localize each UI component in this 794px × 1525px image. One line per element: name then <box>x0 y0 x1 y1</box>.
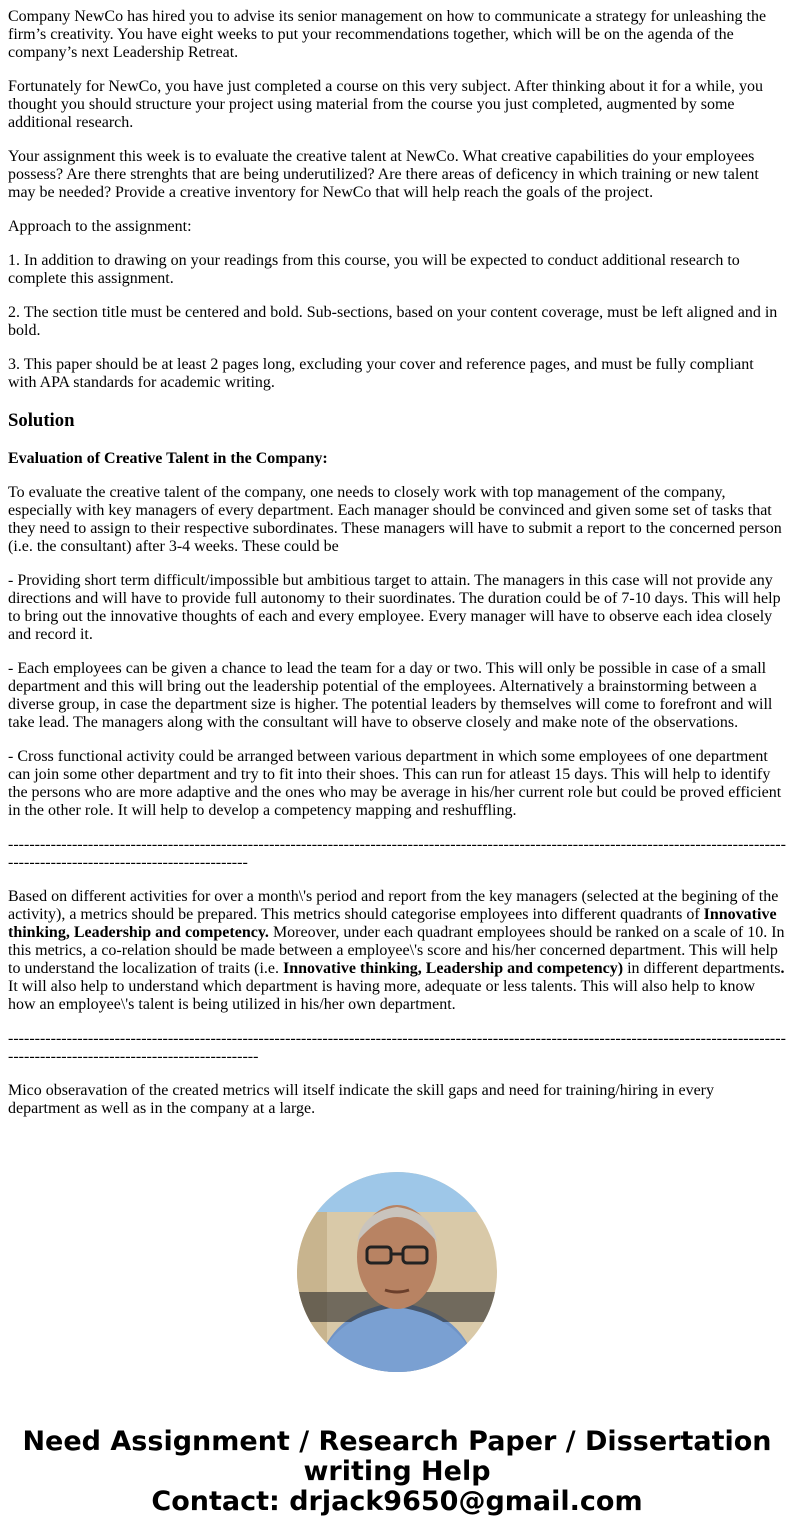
question-paragraph: Fortunately for NewCo, you have just completed a course on this very subject. After thinking about it for a while, you thought you should structure your project using material from the course you just completed, augmented by some additional research. <box>8 78 763 131</box>
text: Moreover, under each quadrant employees should be ranked on a scale of 10. In this metrics, a co-relation should be made between a employee\'s score and his/her concerned department. This will help to understand the localization of traits (i.e. <box>8 924 785 977</box>
metrics-paragraph <box>8 888 786 1014</box>
solution-intro: To evaluate the creative talent of the company, one needs to closely work with top management of the company, especially with key managers of every department. Each manager should be convinced and given some set of tasks that they need to assign to their respective subordinates. These managers will have to submit a report to the concerned person (i.e. the consultant) after 3-4 weeks. These could be <box>8 484 782 555</box>
question-paragraph: Your assignment this week is to evaluate the creative talent at NewCo. What creative capabilities do your employees possess? Are there strenghts that are being underutilized? Are there areas of deficency in which training or new talent may be needed? Provide a creative inventory for NewCo that will help reach the goals of the project. <box>8 148 759 201</box>
text: in different departments <box>623 960 781 977</box>
bold-text: . <box>780 960 785 977</box>
question-paragraph: Company NewCo has hired you to advise its senior management on how to communicate a strategy for unleashing the firm’s creativity. You have eight weeks to put your recommendations together, which will be on the agenda of the company’s next Leadership Retreat. <box>8 8 767 61</box>
text: It will also help to understand which department is having more, adequate or less talents. This will also help to know how an employee\'s talent is being utilized in his/her own department. <box>8 978 756 1013</box>
question-paragraph: Approach to the assignment: <box>8 218 192 235</box>
question-paragraph: 1. In addition to drawing on your readings from this course, you will be expected to conduct additional research to complete this assignment. <box>8 252 740 287</box>
bold-text: Innovative thinking, Leadership and competency. <box>8 906 777 941</box>
promo-contact: Contact: drjack9650@gmail.com <box>151 1486 643 1517</box>
solution-subheading: Evaluation of Creative Talent in the Company: <box>8 450 328 467</box>
solution-heading: Solution <box>8 410 75 431</box>
solution-bullet: - Each employees can be given a chance to lead the team for a day or two. This will only be possible in case of a small department and this will bring out the leadership potential of the employees. Alternatively a brainstorming between a diverse group, in case the department size is higher. The potential leaders by themselves will come to forefront and will take lead. The managers along with the consultant will have to observe closely and make note of the observations. <box>8 660 773 731</box>
question-paragraph: 2. The section title must be centered and bold. Sub-sections, based on your content coverage, must be left aligned and in bold. <box>8 304 778 339</box>
promo-line: Need Assignment / Research Paper / Dissertation writing Help <box>22 1426 772 1487</box>
divider: ------------------------------------------------------------------------------------------------------------------------------------------------------------------------------------------------- <box>8 1030 786 1065</box>
divider: ----------------------------------------------------------------------------------------------------------------------------------------------------------------------------------------------- <box>8 836 786 871</box>
solution-bullet: - Providing short term difficult/impossible but ambitious target to attain. The managers in this case will not provide any directions and will have to provide full autonomy to their suordinates. The duration could be of 7-10 days. This will help to bring out the innovative thoughts of each and every employee. Every manager will have to observe each idea closely and record it. <box>8 572 781 643</box>
solution-conclusion: Mico obseravation of the created metrics will itself indicate the skill gaps and need for training/hiring in every department as well as in the company at a large. <box>8 1082 714 1117</box>
solution-section <box>8 410 786 1118</box>
text: Based on different activities for over a month\'s period and report from the key managers (selected at the begining of the activity), a metrics should be prepared. This metrics should categorise employees into different quadrants of <box>8 888 779 923</box>
bold-text: Innovative thinking, Leadership and competency) <box>283 960 624 977</box>
question-paragraph: 3. This paper should be at least 2 pages long, excluding your cover and reference pages, and must be fully compliant with APA standards for academic writing. <box>8 356 754 391</box>
question-section <box>8 8 786 392</box>
author-avatar <box>297 1172 497 1372</box>
promo-banner <box>8 1427 786 1517</box>
solution-bullet: - Cross functional activity could be arranged between various department in which some employees of one department can join some other department and try to fit into their shoes. This can run for atleast 15 days. This will help to identify the persons who are more adaptive and the ones who may be average in his/her current role but could be proved efficient in the other role. It will help to develop a competency mapping and reshuffling. <box>8 748 782 819</box>
